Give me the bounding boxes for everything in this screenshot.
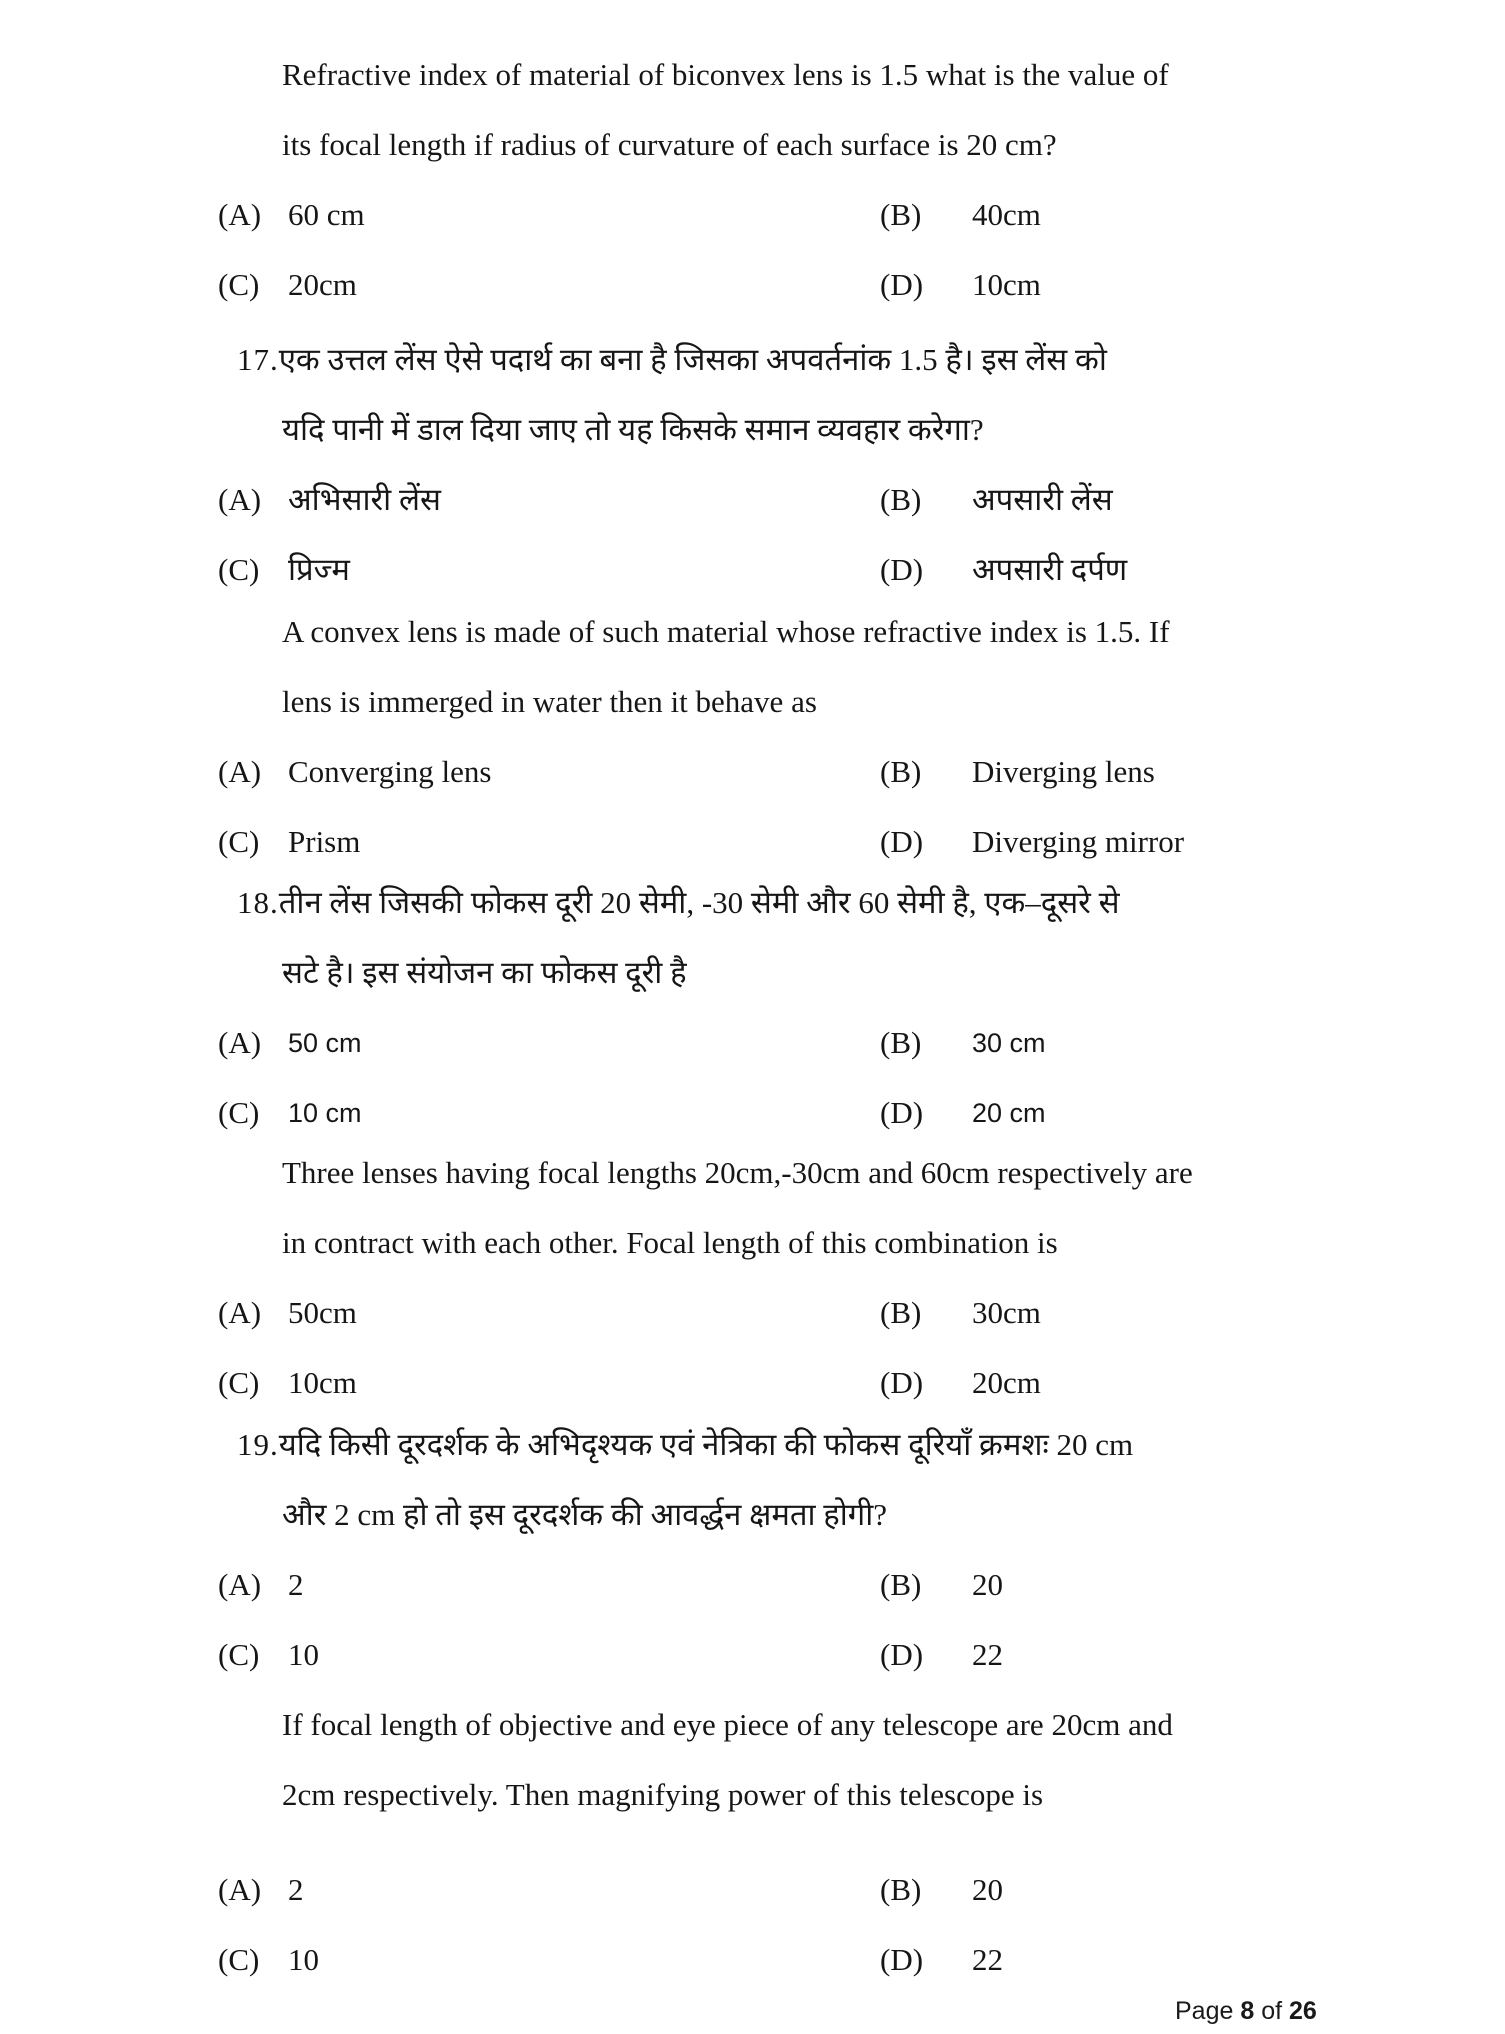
question-block-16-english: [0, 40, 1505, 320]
options-row: [0, 737, 1505, 807]
options-row: [0, 1855, 1505, 1925]
option-text-c: Prism: [288, 824, 361, 859]
question-text-line: [0, 110, 1505, 180]
option-label-a: (A): [218, 1295, 262, 1330]
option-text-a: 50 cm: [288, 1028, 362, 1058]
option-label-a: (A): [218, 754, 262, 789]
question-text: सटे है। इस संयोजन का फोकस दूरी है: [282, 955, 687, 990]
question-block-19-hindi: [0, 1410, 1505, 1690]
option-text-a: 50cm: [288, 1295, 357, 1330]
option-label-d: (D): [880, 1942, 924, 1977]
option-text-c: 10cm: [288, 1365, 357, 1400]
option-text-b: 40cm: [972, 197, 1041, 232]
question-text: यदि किसी दूरदर्शक के अभिदृश्यक एवं नेत्रिका की फोकस दूरियाँ क्रमशः 20 cm: [278, 1427, 1134, 1462]
option-text-b: 20: [972, 1872, 1003, 1907]
question-text-line: [0, 667, 1505, 737]
question-text-line: [0, 868, 1505, 938]
question-text: तीन लेंस जिसकी फोकस दूरी 20 सेमी, -30 सेमी और 60 सेमी है, एक–दूसरे से: [278, 885, 1120, 920]
question-text: lens is immerged in water then it behave as: [282, 684, 817, 719]
question-text: Three lenses having focal lengths 20cm,-30cm and 60cm respectively are: [282, 1155, 1193, 1190]
option-label-a: (A): [218, 482, 262, 517]
option-label-c: (C): [218, 1942, 260, 1977]
option-label-b: (B): [880, 754, 922, 789]
option-text-a: 2: [288, 1872, 304, 1907]
option-label-b: (B): [880, 1567, 922, 1602]
option-label-b: (B): [880, 1295, 922, 1330]
question-text-line: [0, 325, 1505, 395]
option-text-a: अभिसारी लेंस: [288, 482, 441, 517]
options-row: [0, 465, 1505, 535]
option-text-a: 60 cm: [288, 197, 365, 232]
option-label-d: (D): [880, 1365, 924, 1400]
footer-word-of: of: [1261, 1997, 1283, 2025]
option-text-c: 10: [288, 1637, 319, 1672]
options-row: [0, 1348, 1505, 1418]
option-text-a: 2: [288, 1567, 304, 1602]
question-block-18-english: [0, 1138, 1505, 1418]
option-text-d: अपसारी दर्पण: [972, 552, 1128, 587]
options-row: [0, 1278, 1505, 1348]
option-text-d: 20 cm: [972, 1098, 1046, 1128]
question-text-line: [0, 1480, 1505, 1550]
question-text-line: [0, 1690, 1505, 1760]
option-label-a: (A): [218, 1025, 262, 1060]
option-text-c: 10 cm: [288, 1098, 362, 1128]
question-number: 17.: [237, 342, 279, 377]
option-label-c: (C): [218, 552, 260, 587]
option-label-c: (C): [218, 1095, 260, 1130]
option-label-b: (B): [880, 1872, 922, 1907]
option-text-a: Converging lens: [288, 754, 492, 789]
option-text-d: 22: [972, 1637, 1003, 1672]
question-block-17-english: [0, 597, 1505, 877]
option-label-a: (A): [218, 197, 262, 232]
option-text-b: 30 cm: [972, 1028, 1046, 1058]
option-label-c: (C): [218, 267, 260, 302]
question-text: एक उत्तल लेंस ऐसे पदार्थ का बना है जिसका अपवर्तनांक 1.5 है। इस लेंस को: [278, 342, 1107, 377]
question-text-line: [0, 1760, 1505, 1830]
options-row: [0, 807, 1505, 877]
page-footer: [1175, 1995, 1317, 2027]
option-label-d: (D): [880, 267, 924, 302]
option-text-d: 10cm: [972, 267, 1041, 302]
question-text: in contract with each other. Focal length of this combination is: [282, 1225, 1058, 1260]
question-number: 18.: [237, 885, 279, 920]
options-row: [0, 180, 1505, 250]
question-number: 19.: [237, 1427, 279, 1462]
option-text-d: 20cm: [972, 1365, 1041, 1400]
question-block-17-hindi: [0, 325, 1505, 605]
question-block-18-hindi: [0, 868, 1505, 1148]
question-text: और 2 cm हो तो इस दूरदर्शक की आवर्द्धन क्षमता होगी?: [282, 1497, 888, 1532]
option-text-d: 22: [972, 1942, 1003, 1977]
option-text-c: 20cm: [288, 267, 357, 302]
question-text: 2cm respectively. Then magnifying power of this telescope is: [282, 1777, 1044, 1812]
question-text: its focal length if radius of curvature of each surface is 20 cm?: [282, 127, 1057, 162]
question-text-line: [0, 1138, 1505, 1208]
option-label-b: (B): [880, 1025, 922, 1060]
options-row: [0, 1550, 1505, 1620]
option-label-a: (A): [218, 1872, 262, 1907]
question-text: If focal length of objective and eye piece of any telescope are 20cm and: [282, 1707, 1173, 1742]
option-label-b: (B): [880, 197, 922, 232]
question-block-19-english: [0, 1690, 1505, 1995]
question-text-line: [0, 40, 1505, 110]
option-text-b: अपसारी लेंस: [972, 482, 1113, 517]
question-text-line: [0, 597, 1505, 667]
question-text: यदि पानी में डाल दिया जाए तो यह किसके समान व्यवहार करेगा?: [282, 412, 984, 447]
options-row: [0, 250, 1505, 320]
options-row: [0, 535, 1505, 605]
question-text-line: [0, 1208, 1505, 1278]
question-text-line: [0, 938, 1505, 1008]
footer-page-number: 8: [1240, 1997, 1255, 2025]
option-text-b: 30cm: [972, 1295, 1041, 1330]
option-label-d: (D): [880, 1095, 924, 1130]
option-text-c: 10: [288, 1942, 319, 1977]
footer-total-pages: 26: [1289, 1997, 1317, 2025]
option-label-d: (D): [880, 552, 924, 587]
option-text-c: प्रिज्म: [288, 552, 350, 587]
question-text: A convex lens is made of such material whose refractive index is 1.5. If: [282, 614, 1170, 649]
option-text-b: 20: [972, 1567, 1003, 1602]
option-label-a: (A): [218, 1567, 262, 1602]
question-text: Refractive index of material of biconvex lens is 1.5 what is the value of: [282, 57, 1169, 92]
options-row: [0, 1925, 1505, 1995]
option-label-b: (B): [880, 482, 922, 517]
question-text-line: [0, 1410, 1505, 1480]
option-text-b: Diverging lens: [972, 754, 1155, 789]
options-row: [0, 1008, 1505, 1078]
options-row: [0, 1620, 1505, 1690]
option-label-c: (C): [218, 824, 260, 859]
footer-word-page: Page: [1175, 1997, 1234, 2025]
option-label-d: (D): [880, 1637, 924, 1672]
option-label-c: (C): [218, 1365, 260, 1400]
question-text-line: [0, 395, 1505, 465]
option-label-c: (C): [218, 1637, 260, 1672]
option-label-d: (D): [880, 824, 924, 859]
option-text-d: Diverging mirror: [972, 824, 1185, 859]
